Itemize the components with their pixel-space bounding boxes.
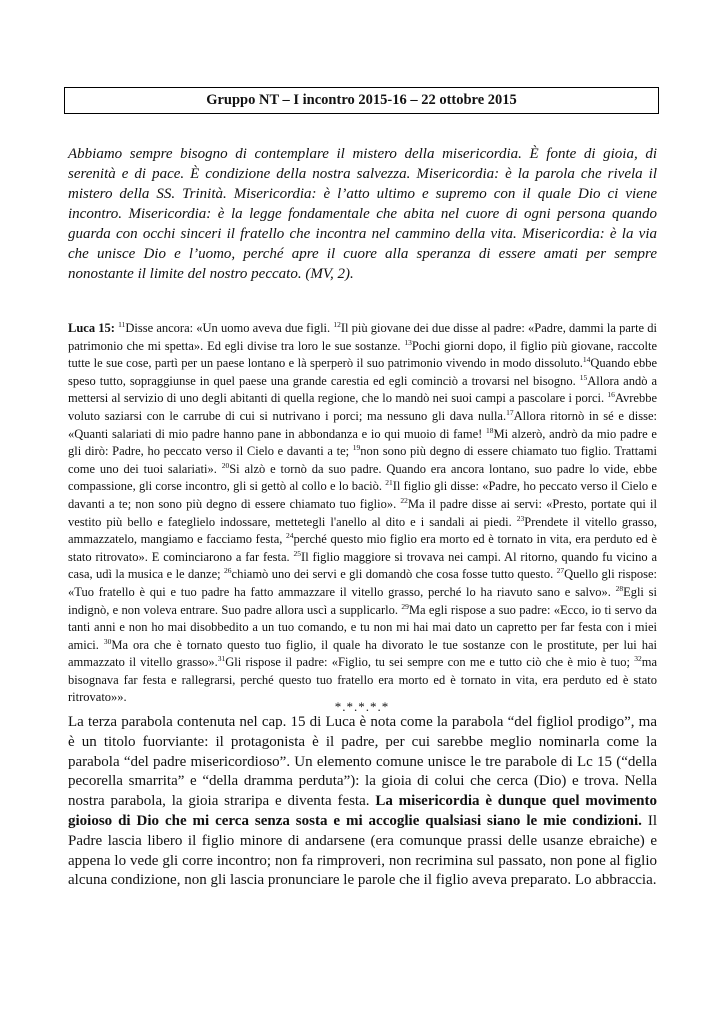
verse-number: 20 xyxy=(221,460,230,470)
commentary-text: La terza parabola contenuta nel cap. 15 di Luca è nota come la parabola “del figliol prodigo”, ma è un titolo fuorviante: il protagonista è il padre, per cui sarebbe meglio nominarla come la parabola “del padre misericordioso”. Un elemento comune unisce le tre parabole di Lc 15 (“della pecorella smarrita” e “della dramma perduta”): la gioia di colui che cerca (Dio) e trova. Nella nostra parabola, la gioia straripa e diventa festa. xyxy=(68,714,657,810)
verse-number: 29 xyxy=(401,601,409,611)
verse-number: 24 xyxy=(286,531,294,541)
verse-number: 12 xyxy=(333,320,341,329)
verse-text: Il figlio gli disse: «Padre, ho peccato verso il Cielo e davanti a te; non sono più degno di essere chiamato tuo figlio». xyxy=(68,479,657,511)
verse-text: Disse ancora: «Un uomo aveva due figli. xyxy=(125,321,334,335)
verse-number: 21 xyxy=(385,478,393,488)
verse-text: non sono più degno di essere chiamato tuo figlio. Trattami come uno dei tuoi salariati». xyxy=(68,444,657,476)
verse-number: 18 xyxy=(485,425,494,435)
verse-text: Pochi giorni dopo, il figlio più giovane, raccolte tutte le sue cose, partì per un paese lontano e là sperperò il suo patrimonio vivendo in modo dissoluto. xyxy=(68,338,658,371)
verse-text: Prendete il vitello grasso, ammazzatelo, mangiamo e facciamo festa, xyxy=(68,514,657,547)
verse-text: Il più giovane dei due disse al padre: «Padre, dammi la parte di patrimonio che mi spetta». Ed egli divise tra loro le sue sostanze. xyxy=(68,321,658,353)
verse-number: 22 xyxy=(400,495,408,505)
verse-text: Mi alzerò, andrò da mio padre e gli dirò: Padre, ho peccato verso il Cielo e davanti a te; xyxy=(68,426,657,459)
verse-number: 13 xyxy=(404,337,412,347)
verse-number: 15 xyxy=(579,372,588,382)
verse-number: 31 xyxy=(217,654,226,664)
verse-text: Ma egli rispose a suo padre: «Ecco, io ti servo da tanti anni e non ho mai disobbedito a un tuo comando, e tu non mi hai mai dato un capretto per far festa con i miei amici. xyxy=(68,602,657,652)
verse-number: 19 xyxy=(352,443,361,453)
verse-text: perché questo mio figlio era morto ed è tornato in vita, era perduto ed è stato ritrovato». E cominciarono a far festa. xyxy=(68,532,657,564)
verse-text: Gli rispose il padre: «Figlio, tu sei sempre con me e tutto ciò che è mio è tuo; xyxy=(225,655,635,670)
verse-text: Egli si indignò, e non voleva entrare. Suo padre allora uscì a supplicarlo. xyxy=(68,584,657,617)
verse-number: 30 xyxy=(103,636,112,646)
verse-number: 28 xyxy=(615,583,624,593)
verse-list xyxy=(68,321,657,704)
verse-number: 32 xyxy=(634,654,642,664)
verse-text: Quando ebbe speso tutto, sopraggiunse in quel paese una grande carestia ed egli cominciò a trovarsi nel bisogno. xyxy=(68,356,657,388)
verse-text: Quello gli rispose: «Tuo fratello è qui e tuo padre ha fatto ammazzare il vitello grasso, perché lo ha riavuto sano e salvo». xyxy=(68,567,657,599)
intro-quote: Abbiamo sempre bisogno di contemplare il mistero della misericordia. È fonte di gioia, di serenità e di pace. È condizione della nostra salvezza. Misericordia: è la parola che rivela il mistero della SS. Trinità. Misericordia: è l’atto ultimo e supremo con il quale Dio ci viene incontro. Misericordia: è la legge fondamentale che abita nel cuore di ogni persona quando guarda con occhi sinceri il fratello che incontra nel cammino della vita. Misericordia: è la via che unisce Dio e l’uomo, perché apre il cuore alla speranza di essere amati per sempre nonostante il limite del nostro peccato. (MV, 2). xyxy=(68,146,657,282)
verse-number: 25 xyxy=(293,548,302,558)
verse-number: 27 xyxy=(556,566,565,576)
verse-number: 16 xyxy=(607,390,615,400)
verse-text: Ma il padre disse ai servi: «Presto, portate qui il vestito più bello e fateglielo indossare, mettetegli l'anello al dito e i sandali ai piedi. xyxy=(68,496,657,529)
commentary-emphasis: La misericordia è dunque quel movimento gioioso di Dio che mi cerca senza sosta e mi accoglie qualsiasi siano le mie condizioni. xyxy=(68,793,657,829)
verse-number: 26 xyxy=(224,566,232,576)
verse-text: Allora ritornò in sé e disse: «Quanti salariati di mio padre hanno pane in abbondanza e io qui muoio di fame! xyxy=(68,408,657,441)
verse-text: Allora andò a mettersi al servizio di uno degli abitanti di quella regione, che lo mandò nei suoi campi a pascolare i porci. xyxy=(68,373,658,406)
commentary-text-end: Il Padre lascia libero il figlio minore di andarsene (era comunque prassi delle usanze ebraiche) e appena lo vede gli corre incontro; non fa rimproveri, non recrimina sul passato, non pone al figlio alcuna condizione, non gli lascia pronunciare le parole che il figlio aveva preparato. Lo abbraccia. xyxy=(68,812,657,889)
section-separator: *.*.*.*.* xyxy=(334,699,390,714)
scripture-reference: Luca 15: xyxy=(68,321,115,335)
verse-text: Il figlio maggiore si trovava nei campi. Al ritorno, quando fu vicino a casa, udì la musica e le danze; xyxy=(68,549,657,582)
verse-text: ma bisognava far festa e rallegrarsi, perché questo tuo fratello era morto ed è tornato in vita, era perduto ed è stato ritrovato»». xyxy=(68,655,657,705)
verse-number: 23 xyxy=(516,513,525,523)
title-box xyxy=(64,87,659,114)
verse-text: Ma ora che è tornato questo tuo figlio, il quale ha divorato le tue sostanze con le prostitute, per lui hai ammazzato il vitello grasso». xyxy=(68,637,658,670)
page-title: Gruppo NT – I incontro 2015-16 – 22 ottobre 2015 xyxy=(206,92,517,108)
verse-number: 17 xyxy=(506,407,514,417)
verse-text: chiamò uno dei servi e gli domandò che cosa fosse tutto questo. xyxy=(231,567,557,582)
commentary-paragraph xyxy=(68,713,657,891)
verse-text: Si alzò e tornò da suo padre. Quando era ancora lontano, suo padre lo vide, ebbe compassione, gli corse incontro, gli si gettò al collo e lo baciò. xyxy=(68,461,657,494)
verse-text: Avrebbe voluto saziarsi con le carrube di cui si nutrivano i porci; ma nessuno gli dava nulla. xyxy=(68,391,657,423)
scripture-passage xyxy=(68,320,657,707)
verse-number: 14 xyxy=(582,355,591,365)
verse-number: 11 xyxy=(118,320,126,329)
